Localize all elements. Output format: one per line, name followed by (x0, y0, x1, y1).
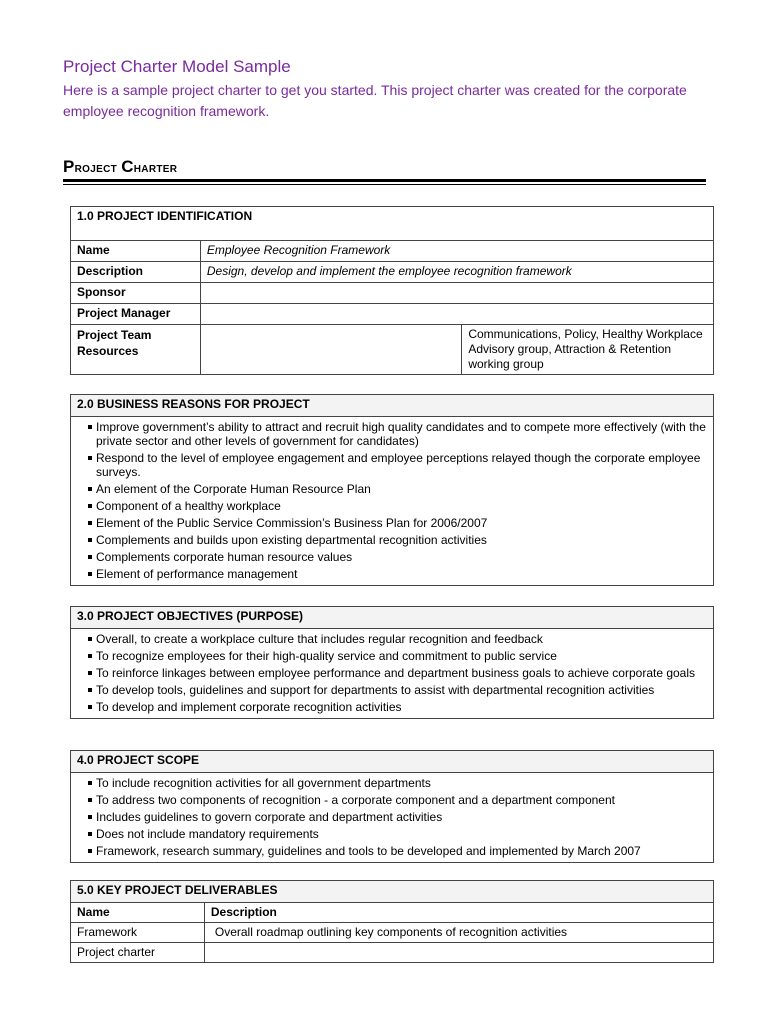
list-item: Includes guidelines to govern corporate and department activities (87, 810, 707, 824)
list-item: To reinforce linkages between employee performance and department business goals to achieve corporate goals (87, 666, 707, 680)
charter-heading (63, 157, 177, 177)
row-label-team-resources: Project Team Resources (71, 325, 201, 375)
column-header-description: Description (204, 903, 713, 923)
intro-text: Here is a sample project charter to get you started. This project charter was created for the corporate employee recognition framework. (63, 82, 687, 119)
row-label-name: Name (71, 241, 201, 262)
intro-title: Project Charter Model Sample (63, 57, 291, 76)
row-value-description: Design, develop and implement the employee recognition framework (200, 262, 713, 283)
list-item: Complements and builds upon existing departmental recognition activities (87, 533, 707, 547)
list-item: Framework, research summary, guidelines and tools to be developed and implemented by March 2007 (87, 844, 707, 858)
row-value-sponsor (200, 283, 713, 304)
list-item: To address two components of recognition - a corporate component and a department component (87, 793, 707, 807)
project-identification-table (70, 206, 714, 375)
key-deliverables-table (70, 880, 714, 963)
row-label-project-manager: Project Manager (71, 304, 201, 325)
business-reasons-list (77, 420, 707, 581)
section-1-header: 1.0 PROJECT IDENTIFICATION (71, 207, 714, 241)
table-row (71, 923, 714, 943)
row-value-project-manager (200, 304, 713, 325)
charter-heading-initial-2: C (121, 157, 134, 176)
list-item: Element of performance management (87, 567, 707, 581)
project-objectives-table (70, 606, 714, 719)
column-header-name: Name (71, 903, 205, 923)
charter-heading-rest-1: roject (74, 159, 122, 175)
table-row (71, 943, 714, 963)
row-extra-team-resources: Communications, Policy, Healthy Workplace Advisory group, Attraction & Retention working group (462, 325, 714, 375)
project-scope-table (70, 750, 714, 863)
heading-rule-thin (63, 184, 706, 185)
row-value-name: Employee Recognition Framework (200, 241, 713, 262)
row-label-description: Description (71, 262, 201, 283)
list-item: To recognize employees for their high-quality service and commitment to public service (87, 649, 707, 663)
list-item: Improve government’s ability to attract and recruit high quality candidates and to compete more effectively (with the private sector and other levels of government for candidates) (87, 420, 707, 448)
list-item: To include recognition activities for all government departments (87, 776, 707, 790)
section-3-header: 3.0 PROJECT OBJECTIVES (PURPOSE) (71, 607, 714, 629)
list-item: Overall, to create a workplace culture that includes regular recognition and feedback (87, 632, 707, 646)
project-objectives-list (77, 632, 707, 714)
deliverable-name: Project charter (71, 943, 205, 963)
section-2-header: 2.0 BUSINESS REASONS FOR PROJECT (71, 395, 714, 417)
charter-heading-initial-1: P (63, 157, 75, 176)
section-4-header: 4.0 PROJECT SCOPE (71, 751, 714, 773)
charter-heading-rest-2: harter (133, 159, 178, 175)
list-item: Complements corporate human resource values (87, 550, 707, 564)
row-label-sponsor: Sponsor (71, 283, 201, 304)
list-item: Respond to the level of employee engagement and employee perceptions relayed though the corporate employee surveys. (87, 451, 707, 479)
deliverable-name: Framework (71, 923, 205, 943)
list-item: An element of the Corporate Human Resource Plan (87, 482, 707, 496)
list-item: To develop tools, guidelines and support for departments to assist with departmental recognition activities (87, 683, 707, 697)
heading-rule-thick (63, 179, 706, 182)
row-value-team-resources (200, 325, 461, 375)
list-item: Does not include mandatory requirements (87, 827, 707, 841)
deliverable-description: Overall roadmap outlining key components of recognition activities (204, 923, 713, 943)
list-item: Element of the Public Service Commission’s Business Plan for 2006/2007 (87, 516, 707, 530)
project-scope-list (77, 776, 707, 858)
deliverable-description (204, 943, 713, 963)
business-reasons-table (70, 394, 714, 586)
list-item: Component of a healthy workplace (87, 499, 707, 513)
section-5-header: 5.0 KEY PROJECT DELIVERABLES (71, 881, 714, 903)
list-item: To develop and implement corporate recognition activities (87, 700, 707, 714)
